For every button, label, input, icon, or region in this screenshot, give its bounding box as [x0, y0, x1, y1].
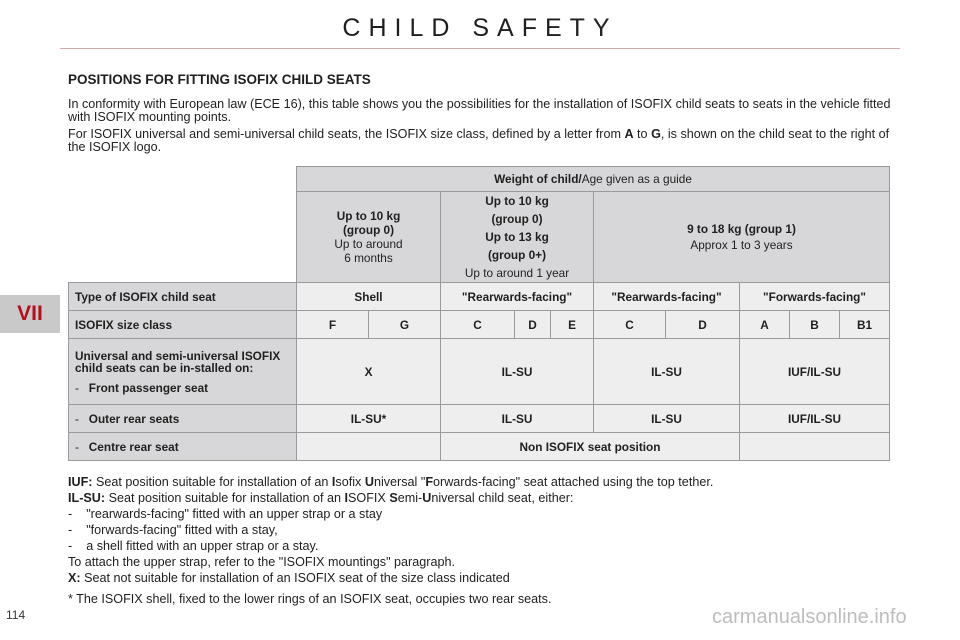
centre-forwards-value: [740, 433, 890, 461]
seat-type-rearwards-1: "Rearwards-facing": [441, 283, 594, 311]
intro-paragraph-2: For ISOFIX universal and semi-universal child seats, the ISOFIX size class, defined by a letter from A to G, is shown on the child seat to the right of the ISOFIX logo.: [68, 127, 890, 154]
chapter-tab: VII: [0, 295, 60, 333]
seat-type-rearwards-2: "Rearwards-facing": [594, 283, 740, 311]
size-class-label: ISOFIX size class: [69, 311, 297, 339]
isofix-table: [68, 166, 890, 461]
size-class-cell: A: [740, 311, 790, 339]
group-1-header: 9 to 18 kg (group 1) Approx 1 to 3 years: [594, 192, 890, 283]
front-passenger-row-label: Universal and semi-universal ISOFIX child seats can be in-stalled on: - Front passenger seat: [69, 339, 297, 405]
legend-notes: [68, 474, 894, 586]
list-item: - "rearwards-facing" fitted with an upper strap or a stay: [68, 507, 383, 521]
outer-rearwards-2-value: IL-SU: [594, 405, 740, 433]
centre-rear-row-label: - Centre rear seat: [69, 433, 297, 461]
front-shell-value: X: [297, 339, 441, 405]
size-class-cell: B: [790, 311, 840, 339]
size-class-cell: C: [594, 311, 666, 339]
title-divider: [60, 48, 900, 49]
size-class-cell: C: [441, 311, 515, 339]
footnote: * The ISOFIX shell, fixed to the lower rings of an ISOFIX seat, occupies two rear seats.: [68, 592, 552, 606]
group-0-header: Up to 10 kg (group 0) Up to around 6 months: [297, 192, 441, 283]
front-rearwards-2-value: IL-SU: [594, 339, 740, 405]
size-class-cell: E: [551, 311, 594, 339]
ilsu-note: IL-SU: Seat position suitable for installation of an ISOFIX Semi-Universal child seat, either:: [68, 491, 574, 505]
outer-rear-row-label: - Outer rear seats: [69, 405, 297, 433]
seat-type-shell: Shell: [297, 283, 441, 311]
size-class-cell: D: [666, 311, 740, 339]
outer-rearwards-1-value: IL-SU: [441, 405, 594, 433]
weight-header: Weight of child/Age given as a guide: [297, 167, 890, 192]
list-item: - a shell fitted with an upper strap or a stay.: [68, 539, 319, 553]
intro-paragraph-1: In conformity with European law (ECE 16), this table shows you the possibilities for the installation of ISOFIX child seats to seats in the vehicle fitted with ISOFIX mounting points.: [68, 97, 891, 124]
outer-shell-value: IL-SU*: [297, 405, 441, 433]
size-class-cell: G: [369, 311, 441, 339]
section-heading: POSITIONS FOR FITTING ISOFIX CHILD SEATS: [68, 72, 371, 87]
size-class-cell: B1: [840, 311, 890, 339]
page-title: CHILD SAFETY: [342, 14, 618, 42]
x-note: X: Seat not suitable for installation of an ISOFIX seat of the size class indicated: [68, 571, 510, 585]
outer-forwards-value: IUF/IL-SU: [740, 405, 890, 433]
size-class-cell: F: [297, 311, 369, 339]
group-0plus-header: Up to 10 kg (group 0) Up to 13 kg (group 0+) Up to around 1 year: [441, 192, 594, 283]
table-corner: [69, 167, 297, 192]
page-number: 114: [6, 608, 26, 622]
size-class-cell: D: [515, 311, 551, 339]
watermark: carmanualsonline.info: [712, 606, 907, 628]
seat-type-forwards: "Forwards-facing": [740, 283, 890, 311]
front-rearwards-1-value: IL-SU: [441, 339, 594, 405]
centre-shell-value: [297, 433, 441, 461]
front-forwards-value: IUF/IL-SU: [740, 339, 890, 405]
list-item: - "forwards-facing" fitted with a stay,: [68, 523, 278, 537]
centre-non-isofix-value: Non ISOFIX seat position: [441, 433, 740, 461]
upper-strap-note: To attach the upper strap, refer to the "ISOFIX mountings" paragraph.: [68, 555, 455, 569]
seat-type-label: Type of ISOFIX child seat: [69, 283, 297, 311]
iuf-note: IUF: Seat position suitable for installation of an Isofix Universal "Forwards-facing" seat attached using the top tether.: [68, 475, 714, 489]
